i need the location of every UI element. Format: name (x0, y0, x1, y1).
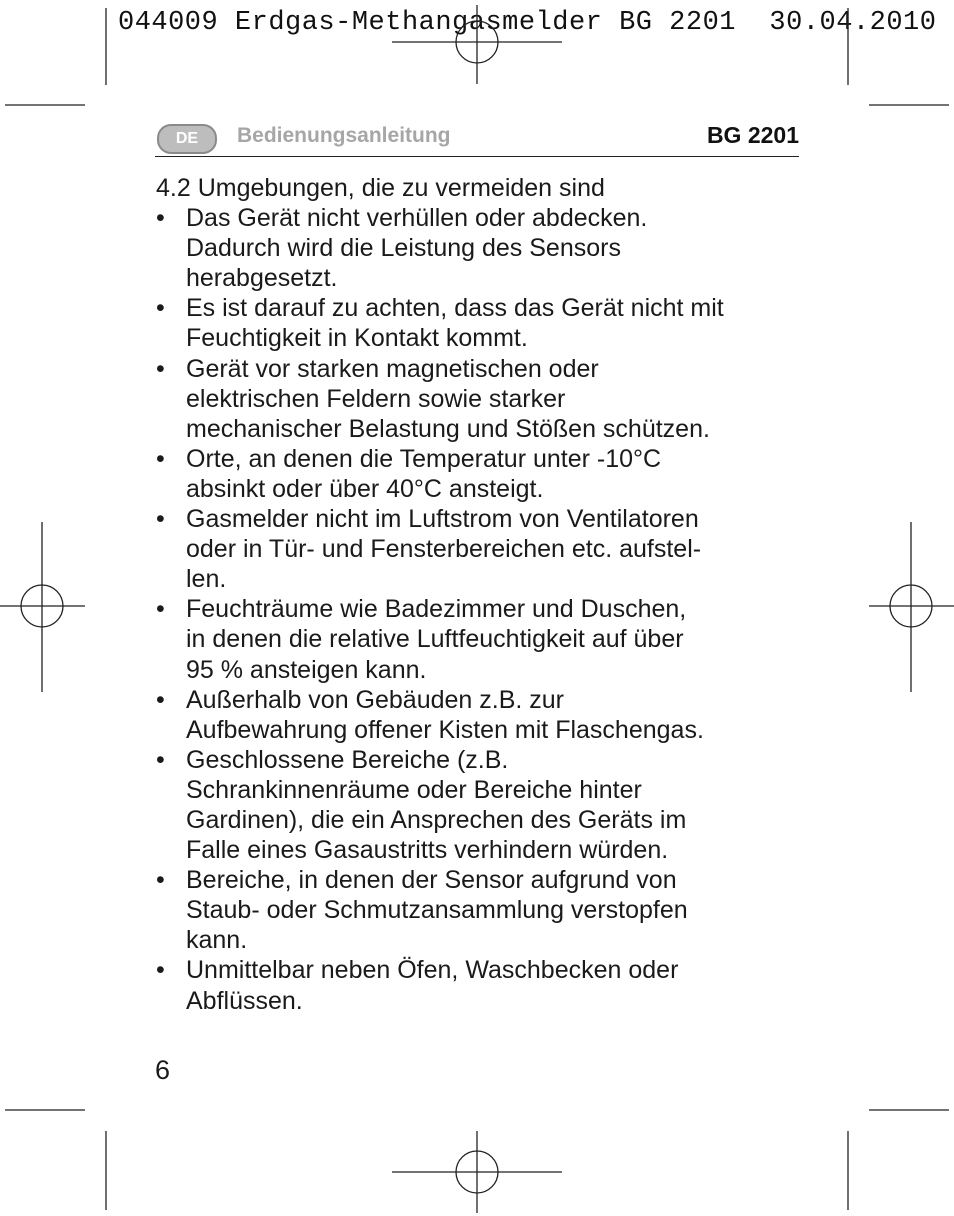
list-item-line: Gasmelder nicht im Luftstrom von Ventilatoren (186, 505, 699, 534)
list-item-line: oder in Tür- und Fensterbereichen etc. aufstel- (186, 535, 702, 564)
bullet-dot-icon: • (156, 745, 165, 774)
list-item-line: Geschlossene Bereiche (z.B. (186, 745, 509, 774)
bullet-dot-icon: • (156, 354, 165, 383)
list-item (156, 685, 806, 745)
list-item-line: Unmittelbar neben Öfen, Waschbecken oder (186, 956, 679, 985)
section-title: 4.2 Umgebungen, die zu vermeiden sind (156, 174, 605, 202)
list-item (156, 955, 806, 1015)
list-item-line: Es ist darauf zu achten, dass das Gerät nicht mit (186, 294, 724, 323)
list-item (156, 354, 806, 444)
list-item-line: Orte, an denen die Temperatur unter -10°C (186, 444, 662, 473)
language-badge: DE (157, 124, 217, 154)
document-type-label: Bedienungsanleitung (237, 124, 451, 147)
list-item-line: Das Gerät nicht verhüllen oder abdecken. (186, 204, 648, 233)
list-item-line: Gerät vor starken magnetischen oder (186, 354, 599, 383)
bullet-dot-icon: • (156, 866, 165, 895)
list-item-line: 95 % ansteigen kann. (186, 655, 427, 684)
list-item (156, 203, 806, 293)
list-item (156, 444, 806, 504)
bullet-dot-icon: • (156, 595, 165, 624)
bullet-list (156, 203, 806, 1016)
list-item-line: Dadurch wird die Leistung des Sensors (186, 234, 621, 263)
list-item-line: Abflüssen. (186, 986, 303, 1015)
list-item (156, 745, 806, 865)
bullet-dot-icon: • (156, 444, 165, 473)
list-item-line: Außerhalb von Gebäuden z.B. zur (186, 685, 565, 714)
list-item-line: Bereiche, in denen der Sensor aufgrund von (186, 866, 677, 895)
list-item-line: Feuchtigkeit in Kontakt kommt. (186, 324, 528, 353)
list-item-line: Feuchträume wie Badezimmer und Duschen, (186, 595, 687, 624)
list-item (156, 865, 806, 955)
list-item-line: elektrischen Feldern sowie starker (186, 384, 566, 413)
list-item (156, 293, 806, 353)
list-item (156, 594, 806, 684)
list-item-line: len. (186, 565, 227, 594)
list-item-line: in denen die relative Luftfeuchtigkeit auf über (186, 625, 684, 654)
list-item (156, 504, 806, 594)
list-item-line: mechanischer Belastung und Stößen schützen. (186, 414, 710, 443)
page-header (155, 118, 799, 157)
list-item-line: Gardinen), die ein Ansprechen des Geräts im (186, 805, 687, 834)
bullet-dot-icon: • (156, 685, 165, 714)
model-label: BG 2201 (706, 122, 799, 148)
list-item-line: Falle eines Gasaustritts verhindern würden. (186, 836, 669, 865)
list-item-line: herabgesetzt. (186, 264, 338, 293)
bullet-dot-icon: • (156, 204, 165, 233)
page-number: 6 (155, 1055, 171, 1085)
list-item-line: Staub- oder Schmutzansammlung verstopfen (186, 896, 688, 925)
bullet-dot-icon: • (156, 505, 165, 534)
bullet-dot-icon: • (156, 956, 165, 985)
bullet-dot-icon: • (156, 294, 165, 323)
list-item-line: kann. (186, 926, 248, 955)
print-job-header: 044009 Erdgas-Methangasmelder BG 2201 30.04.2010 (118, 8, 937, 38)
list-item-line: Aufbewahrung offener Kisten mit Flaschengas. (186, 715, 704, 744)
main-content (156, 173, 806, 1016)
list-item-line: Schrankinnenräume oder Bereiche hinter (186, 775, 642, 804)
list-item-line: absinkt oder über 40°C ansteigt. (186, 474, 544, 503)
